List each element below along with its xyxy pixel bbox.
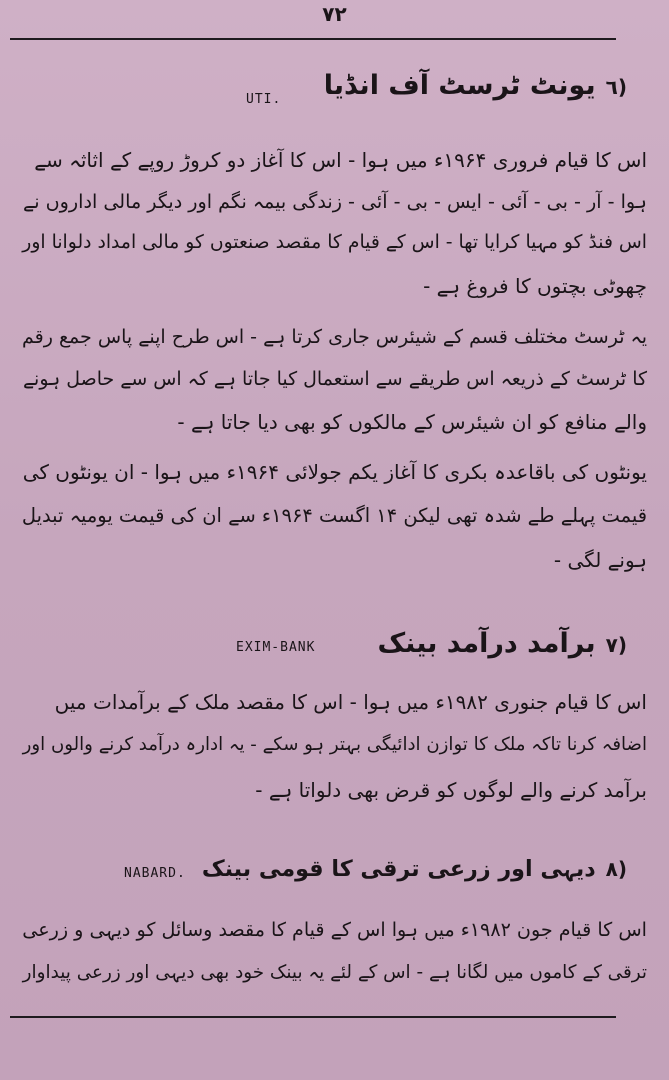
bottom-rule	[10, 1016, 616, 1018]
section-heading-nabard	[202, 856, 627, 882]
section-number: (٨	[605, 857, 627, 881]
section-number: (٦	[605, 75, 627, 99]
section-heading-uti	[324, 70, 627, 101]
section-heading-exim-bank	[378, 628, 627, 659]
section-title: دیہی اور زرعی ترقی کا قومی بینک	[201, 856, 596, 882]
section-abbreviation: EXIM-BANK	[236, 640, 316, 655]
paragraph-line: اس فنڈ کو مہیا کرایا تھا - اس کے قیام کا مقصد صنعتوں کو مالی امداد دلوانا اور	[22, 232, 647, 253]
section-title: یونٹ ٹرسٹ آف انڈیا	[323, 70, 596, 101]
paragraph-line: ترقی کے کاموں میں لگانا ہے - اس کے لئے یہ بینک خود بھی دیہی اور زرعی پیداوار	[22, 962, 647, 983]
page-number: ۷۲	[322, 2, 347, 26]
section-abbreviation: UTI.	[246, 92, 282, 107]
paragraph-line: چھوٹی بچتوں کا فروغ ہے -	[423, 274, 647, 298]
paragraph-line: یہ ٹرسٹ مختلف قسم کے شیئرس جاری کرتا ہے - اس طرح اپنے پاس جمع رقم	[21, 326, 647, 348]
section-number: (٧	[605, 633, 627, 657]
paragraph-line: برآمد کرنے والے لوگوں کو قرض بھی دلواتا ہے -	[255, 778, 647, 802]
paragraph-line: ہوا - آر - بی - آئی - ایس - بی - آئی - زندگی بیمہ نگم اور دیگر مالی اداروں نے	[23, 190, 647, 213]
paragraph-line: اضافہ کرنا تاکہ ملک کا توازن ادائیگی بہتر ہو سکے - یہ ادارہ درآمد کرنے والوں اور	[22, 734, 647, 755]
paragraph-line: ہونے لگی -	[553, 548, 647, 572]
paragraph-line: یونٹوں کی باقاعدہ بکری کا آغاز یکم جولائی ۱۹۶۴ء میں ہوا - ان یونٹوں کی	[22, 460, 647, 484]
section-title: برآمد درآمد بینک	[377, 628, 596, 659]
paragraph-line: اس کا قیام جون ۱۹۸۲ء میں ہوا اس کے قیام کا مقصد وسائل کو دیہی و زرعی	[22, 918, 647, 941]
top-rule	[10, 38, 616, 40]
paragraph-line: کا ٹرسٹ کے ذریعہ اس طریقے سے استعمال کیا جاتا ہے کہ اس سے حاصل ہونے	[22, 368, 647, 390]
section-abbreviation: NABARD.	[124, 866, 186, 881]
paragraph-line: اس کا قیام جنوری ۱۹۸۲ء میں ہوا - اس کا مقصد ملک کے برآمدات میں	[54, 690, 647, 714]
paragraph-line: قیمت پہلے طے شدہ تھی لیکن ۱۴ اگست ۱۹۶۴ء سے ان کی قیمت یومیہ تبدیل	[21, 504, 647, 527]
paragraph-line: اس کا قیام فروری ۱۹۶۴ء میں ہوا - اس کا آغاز دو کروڑ روپے کے اثاثہ سے	[34, 148, 647, 172]
paragraph-line: والے منافع کو ان شیئرس کے مالکوں کو بھی دیا جاتا ہے -	[177, 410, 647, 434]
